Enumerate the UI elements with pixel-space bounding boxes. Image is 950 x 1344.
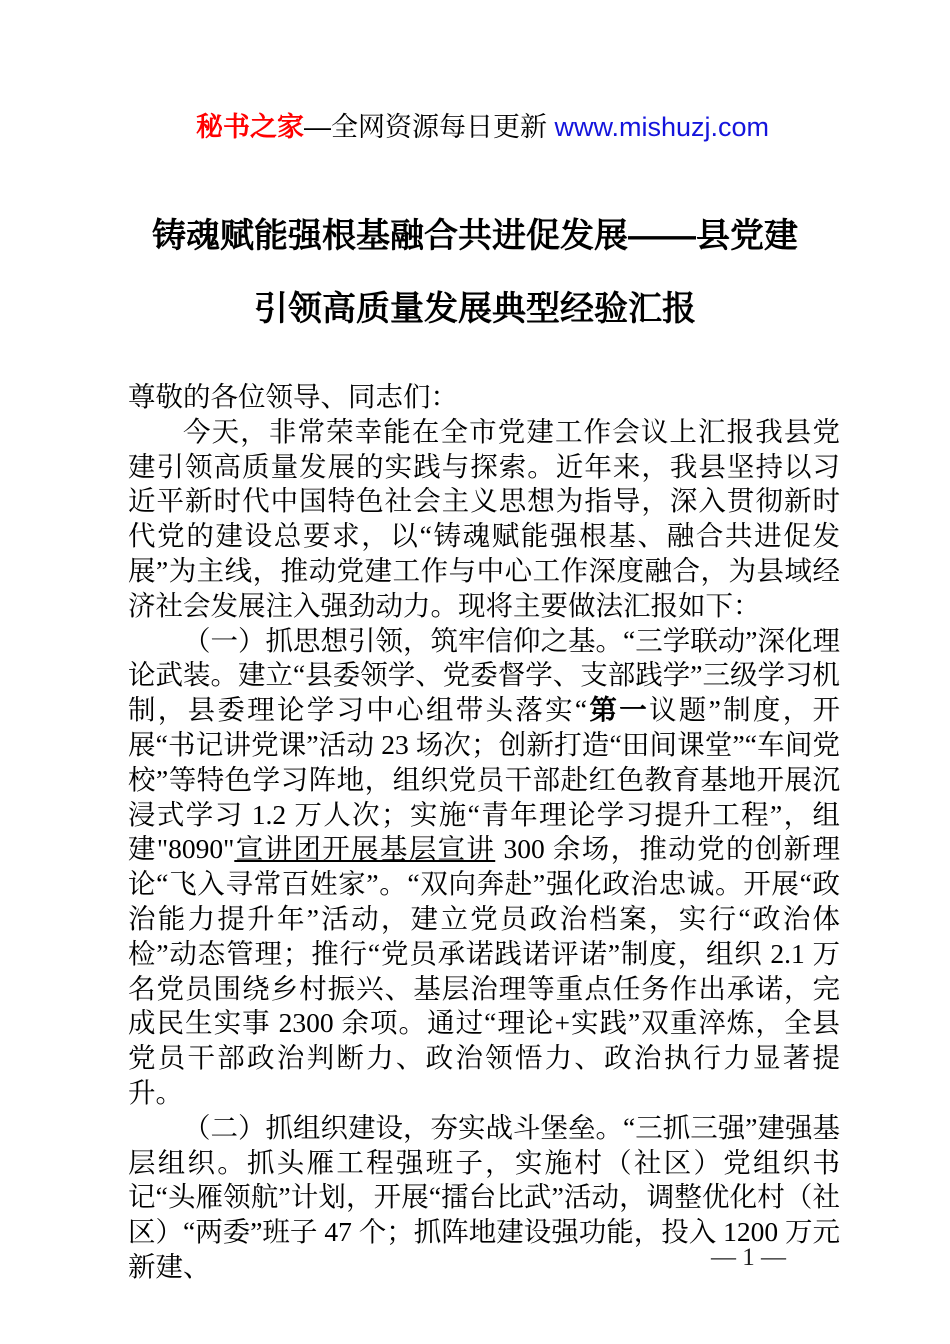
page-number: — 1 — — [711, 1244, 786, 1271]
text-run: 议题”制度，开展“书记讲党课”活动 23 场次；创新打造“田间课堂”“车间党校”等特色学习阵地，组织党员干部赴红色教育基地开展沉浸式学习 1.2 万人次；实施“青年理论学习提升工程”，组建"8090" — [128, 694, 840, 865]
site-brand: 秘书之家 — [195, 112, 304, 142]
text-run: 300 余场，推动党的创新理论“飞入寻常百姓家”。“双向奔赴”强化政治忠诚。开展“政治能力提升年”活动，建立党员政治档案，实行“政治体检”动态管理；推行“党员承诺践诺评诺”制度，组织 2.1 万名党员围绕乡村振兴、基层治理等重点任务作出承诺，完成民生实事 2300 余项。通过“理论+实践”双重淬炼，全县党员干部政治判断力、政治领悟力、政治执行力显著提升。 — [128, 833, 841, 1108]
text-run: 今天，非常荣幸能在全市党建工作会议上汇报我县党建引领高质量发展的实践与探索。近年来，我县坚持以习近平新时代中国特色社会主义思想为指导，深入贯彻新时代党的建设总要求，以“铸魂赋能强根基、融合共进促发展”为主线，推动党建工作与中心工作深度融合，为县域经济社会发展注入强劲动力。现将主要做法汇报如下： — [128, 415, 840, 621]
document-title — [0, 200, 950, 346]
document-title-line1: 铸魂赋能强根基融合共进促发展——县党建 — [152, 217, 798, 255]
text-run: （一）抓思想引领，筑牢信仰之基。“三学联动”深化理论武装。建立“县委领学、党委督学、支部践学”三级学习机制，县委理论学习中心组带头落实“ — [128, 624, 840, 726]
site-tagline: —全网资源每日更新 — [303, 112, 555, 142]
paragraph — [128, 415, 840, 624]
paragraph — [128, 624, 840, 1111]
paragraph — [128, 380, 840, 415]
text-run: （二）抓组织建设，夯实战斗堡垒。“三抓三强”建强基层组织。抓头雁工程强班子，实施村（社区）党组织书记“头雁领航”计划，开展“擂台比武”活动，调整优化村（社区）“两委”班子 47 个；抓阵地建设强功能，投入 1200 万元新建、 — [128, 1111, 840, 1282]
document-title-line2: 引领高质量发展典型经验汇报 — [254, 290, 696, 328]
text-run: 第一 — [587, 694, 650, 726]
document-body — [128, 380, 840, 1285]
site-url-link[interactable]: www.mishuzj.com — [554, 112, 770, 142]
text-run: 宣讲团开展基层宣讲 — [234, 833, 496, 865]
text-run: 尊敬的各位领导、同志们： — [128, 381, 458, 412]
site-header — [0, 0, 950, 144]
